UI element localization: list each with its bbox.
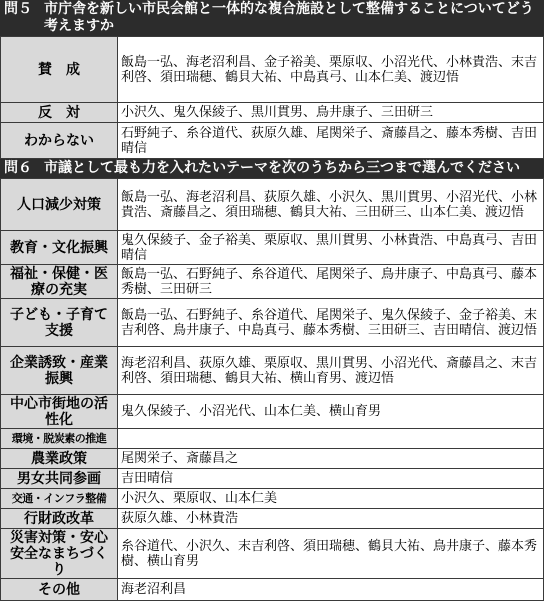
theme-label: 企業誘致・産業振興 xyxy=(1,347,118,395)
table-row xyxy=(1,347,544,395)
theme-members: 飯島一弘、海老沼利昌、荻原久雄、小沢久、黒川貫男、小沼光代、小林貴浩、斎藤昌之、須田瑞穂、鶴貝大祐、三田研三、山本仁美、渡辺悟 xyxy=(118,179,544,231)
question-5-table xyxy=(0,36,544,159)
table-row xyxy=(1,489,544,509)
theme-label: 男女共同参画 xyxy=(1,469,118,489)
answer-members-agree: 飯島一弘、海老沼利昌、金子裕美、栗原収、小沼光代、小林貴浩、末吉利啓、須田瑞穂、鶴貝大祐、中島真弓、山本仁美、渡辺悟 xyxy=(118,37,544,103)
table-row xyxy=(1,395,544,429)
theme-members: 飯島一弘、石野純子、糸谷道代、尾関栄子、鬼久保綾子、金子裕美、末吉利啓、鳥井康子、中島真弓、藤本秀樹、三田研三、吉田晴信、渡辺悟 xyxy=(118,299,544,347)
table-row xyxy=(1,231,544,265)
question-5-text: 市庁舎を新しい市民会館と一体的な複合施設として整備することについてどう考えますか xyxy=(44,1,534,34)
table-row xyxy=(1,579,544,601)
theme-label: 子ども・子育て支援 xyxy=(1,299,118,347)
question-6-table xyxy=(0,178,544,601)
theme-members: 小沢久、栗原収、山本仁美 xyxy=(118,489,544,509)
table-row xyxy=(1,103,544,123)
theme-label: 災害対策・安心安全なまちづくり xyxy=(1,529,118,579)
table-row xyxy=(1,299,544,347)
theme-label: 交通・インフラ整備 xyxy=(1,489,118,509)
theme-label: 環境・脱炭素の推進 xyxy=(1,429,118,449)
theme-label: その他 xyxy=(1,579,118,601)
theme-members: 吉田晴信 xyxy=(118,469,544,489)
theme-members: 海老沼利昌 xyxy=(118,579,544,601)
theme-members: 飯島一弘、石野純子、糸谷道代、尾関栄子、鳥井康子、中島真弓、藤本秀樹、三田研三 xyxy=(118,265,544,299)
answer-members-unsure: 石野純子、糸谷道代、荻原久雄、尾関栄子、斎藤昌之、藤本秀樹、吉田晴信 xyxy=(118,123,544,159)
table-row xyxy=(1,429,544,449)
table-row xyxy=(1,509,544,529)
table-row xyxy=(1,265,544,299)
answer-label-agree: 賛 成 xyxy=(1,37,118,103)
question-6-number: 問６ xyxy=(4,160,32,176)
question-5-header xyxy=(0,0,544,36)
table-row xyxy=(1,469,544,489)
question-6-header xyxy=(0,159,544,178)
table-row xyxy=(1,449,544,469)
theme-members: 鬼久保綾子、金子裕美、栗原収、黒川貫男、小林貴浩、中島真弓、吉田晴信 xyxy=(118,231,544,265)
theme-members: 荻原久雄、小林貴浩 xyxy=(118,509,544,529)
table-row xyxy=(1,529,544,579)
answer-label-unsure: わからない xyxy=(1,123,118,159)
answer-label-oppose: 反 対 xyxy=(1,103,118,123)
theme-label: 福祉・保健・医療の充実 xyxy=(1,265,118,299)
theme-label: 行財政改革 xyxy=(1,509,118,529)
theme-members: 海老沼利昌、荻原久雄、栗原収、黒川貫男、小沼光代、斎藤昌之、末吉利啓、須田瑞穂、鶴貝大祐、横山育男、渡辺悟 xyxy=(118,347,544,395)
table-row xyxy=(1,179,544,231)
theme-label: 中心市街地の活性化 xyxy=(1,395,118,429)
theme-label: 農業政策 xyxy=(1,449,118,469)
theme-members: 鬼久保綾子、小沼光代、山本仁美、横山育男 xyxy=(118,395,544,429)
table-row xyxy=(1,123,544,159)
theme-members: 糸谷道代、小沢久、末吉利啓、須田瑞穂、鶴貝大祐、鳥井康子、藤本秀樹、横山育男 xyxy=(118,529,544,579)
theme-members: 尾関栄子、斎藤昌之 xyxy=(118,449,544,469)
question-5-number: 問５ xyxy=(4,1,32,17)
theme-members xyxy=(118,429,544,449)
theme-label: 教育・文化振興 xyxy=(1,231,118,265)
theme-label: 人口減少対策 xyxy=(1,179,118,231)
answer-members-oppose: 小沢久、鬼久保綾子、黒川貫男、鳥井康子、三田研三 xyxy=(118,103,544,123)
table-row xyxy=(1,37,544,103)
question-6-text: 市議として最も力を入れたいテーマを次のうちから三つまで選んでください xyxy=(44,160,520,176)
